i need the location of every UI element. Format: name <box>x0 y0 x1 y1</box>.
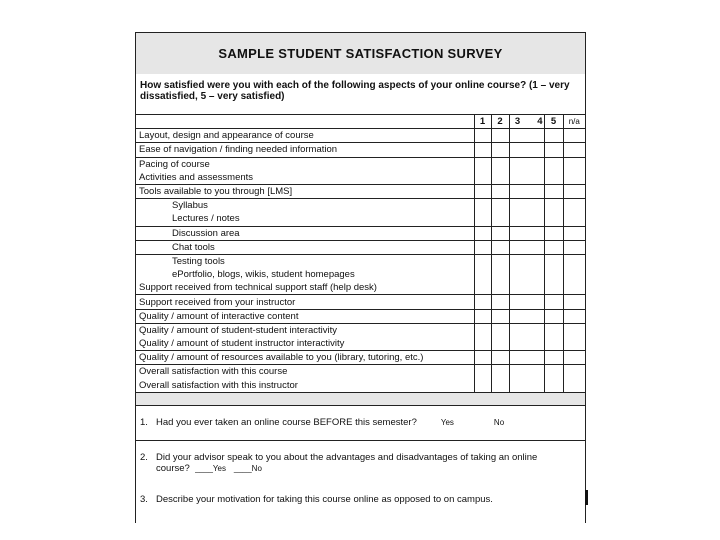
rating-cell[interactable] <box>509 212 544 226</box>
rating-cell[interactable] <box>509 129 544 143</box>
rating-cell[interactable] <box>491 295 509 309</box>
rating-cell[interactable] <box>509 268 544 281</box>
table-row <box>136 254 585 268</box>
row-label: Chat tools <box>136 240 474 254</box>
rating-cell[interactable] <box>544 171 563 185</box>
rating-cell[interactable] <box>563 309 585 323</box>
rating-cell[interactable] <box>509 379 544 392</box>
rating-cell[interactable] <box>474 184 491 198</box>
rating-cell[interactable] <box>491 351 509 365</box>
rating-cell[interactable] <box>491 199 509 213</box>
table-row <box>136 268 585 281</box>
rating-cell[interactable] <box>563 365 585 379</box>
table-header-row <box>136 115 585 129</box>
rating-cell[interactable] <box>491 226 509 240</box>
rating-cell[interactable] <box>491 129 509 143</box>
rating-cell[interactable] <box>491 379 509 392</box>
row-label: Support received from technical support staff (help desk) <box>136 281 474 295</box>
rating-cell[interactable] <box>544 254 563 268</box>
rating-cell[interactable] <box>563 268 585 281</box>
table-row <box>136 365 585 379</box>
row-label: Layout, design and appearance of course <box>136 129 474 143</box>
rating-cell[interactable] <box>544 199 563 213</box>
rating-cell[interactable] <box>491 157 509 171</box>
rating-cell[interactable] <box>474 323 491 337</box>
col-5: 5 <box>544 115 563 129</box>
rating-cell[interactable] <box>509 199 544 213</box>
table-row <box>136 129 585 143</box>
rating-cell[interactable] <box>544 240 563 254</box>
rating-cell[interactable] <box>474 281 491 295</box>
rating-cell[interactable] <box>563 240 585 254</box>
rating-cell[interactable] <box>474 212 491 226</box>
rating-cell[interactable] <box>509 281 544 295</box>
row-label: Lectures / notes <box>136 212 474 226</box>
rating-cell[interactable] <box>563 212 585 226</box>
row-label: Overall satisfaction with this course <box>139 366 288 378</box>
survey-form <box>135 32 586 523</box>
rating-cell[interactable] <box>509 365 544 379</box>
rating-cell[interactable] <box>563 129 585 143</box>
rating-cell[interactable] <box>509 254 544 268</box>
rating-cell[interactable] <box>491 143 509 157</box>
col-2: 2 <box>491 115 509 129</box>
rating-cell[interactable] <box>474 226 491 240</box>
rating-cell[interactable] <box>563 143 585 157</box>
rating-cell[interactable] <box>544 351 563 365</box>
rating-cell[interactable] <box>544 281 563 295</box>
rating-cell[interactable] <box>563 351 585 365</box>
rating-table <box>136 114 585 392</box>
rating-cell[interactable] <box>563 281 585 295</box>
rating-cell[interactable] <box>563 295 585 309</box>
rating-cell[interactable] <box>563 254 585 268</box>
rating-cell[interactable] <box>509 143 544 157</box>
rating-cell[interactable] <box>544 184 563 198</box>
rating-cell[interactable] <box>563 379 585 392</box>
rating-cell[interactable] <box>491 323 509 337</box>
table-row <box>136 379 585 392</box>
rating-cell[interactable] <box>491 309 509 323</box>
rating-cell[interactable] <box>563 199 585 213</box>
table-row <box>136 309 585 323</box>
q1-yes-option[interactable]: Yes <box>440 418 454 428</box>
row-label: ePortfolio, blogs, wikis, student homepages <box>172 269 355 281</box>
rating-cell[interactable] <box>509 295 544 309</box>
rating-cell[interactable] <box>491 212 509 226</box>
rating-cell[interactable] <box>563 226 585 240</box>
rating-cell[interactable] <box>474 240 491 254</box>
rating-cell[interactable] <box>544 379 563 392</box>
rating-cell[interactable] <box>544 323 563 337</box>
rating-cell[interactable] <box>491 240 509 254</box>
intro-question: How satisfied were you with each of the following aspects of your online course? (1 – very dissatisfied, 5 – very satisfied) <box>140 80 570 102</box>
row-label: Syllabus <box>172 200 208 212</box>
rating-cell[interactable] <box>474 199 491 213</box>
question-1: 1. Had you ever taken an online course BEFORE this semester? Yes No <box>136 406 585 441</box>
table-row <box>136 323 585 337</box>
survey-title: SAMPLE STUDENT SATISFACTION SURVEY <box>136 33 585 74</box>
rating-cell[interactable] <box>563 171 585 185</box>
table-row <box>136 184 585 198</box>
text-cursor-mark <box>585 490 588 505</box>
rating-cell[interactable] <box>474 365 491 379</box>
rating-cell[interactable] <box>474 143 491 157</box>
rating-cell[interactable] <box>563 337 585 351</box>
table-row <box>136 226 585 240</box>
table-row <box>136 199 585 213</box>
rating-cell[interactable] <box>491 254 509 268</box>
row-label: Testing tools <box>172 255 225 267</box>
col-1: 1 <box>474 115 491 129</box>
q2-no-option[interactable]: ____No <box>233 463 262 473</box>
row-label: Quality / amount of interactive content <box>136 309 474 323</box>
q2-yes-option[interactable]: ____Yes <box>195 463 226 473</box>
col-3-4: 3 4 <box>509 115 544 129</box>
row-label: Ease of navigation / finding needed information <box>136 143 474 157</box>
rating-cell[interactable] <box>563 184 585 198</box>
section-divider <box>136 392 585 406</box>
rating-cell[interactable] <box>491 365 509 379</box>
rating-cell[interactable] <box>544 309 563 323</box>
rating-cell[interactable] <box>509 323 544 337</box>
rating-cell[interactable] <box>474 157 491 171</box>
rating-cell[interactable] <box>509 351 544 365</box>
question-2: 2. Did your advisor speak to you about the advantages and disadvantages of taking an online course? ____Yes ____No <box>140 451 538 474</box>
row-label: Quality / amount of resources available to you (library, tutoring, etc.) <box>136 351 474 365</box>
rating-cell[interactable] <box>491 337 509 351</box>
q1-no-option[interactable]: No <box>493 418 505 428</box>
table-row <box>136 295 585 309</box>
row-label: Support received from your instructor <box>136 295 474 309</box>
row-label: Overall satisfaction with this instructor <box>139 379 298 391</box>
table-row <box>136 351 585 365</box>
table-row <box>136 157 585 171</box>
rating-cell[interactable] <box>544 226 563 240</box>
rating-cell[interactable] <box>509 240 544 254</box>
rating-cell[interactable] <box>544 365 563 379</box>
col-na: n/a <box>563 115 585 129</box>
rating-cell[interactable] <box>544 212 563 226</box>
row-label: Discussion area <box>136 226 474 240</box>
rating-cell[interactable] <box>544 157 563 171</box>
table-row <box>136 240 585 254</box>
table-row <box>136 212 585 226</box>
rating-cell[interactable] <box>474 171 491 185</box>
rating-cell[interactable] <box>474 295 491 309</box>
rating-cell[interactable] <box>563 323 585 337</box>
rating-cell[interactable] <box>509 226 544 240</box>
rating-cell[interactable] <box>544 295 563 309</box>
rating-cell[interactable] <box>491 171 509 185</box>
table-row <box>136 281 585 295</box>
rating-cell[interactable] <box>491 268 509 281</box>
row-label: Tools available to you through [LMS] <box>136 184 474 198</box>
rating-cell[interactable] <box>474 351 491 365</box>
rating-cell[interactable] <box>491 281 509 295</box>
rating-cell[interactable] <box>509 184 544 198</box>
row-label: Quality / amount of student-student interactivity <box>139 324 338 336</box>
rating-cell[interactable] <box>544 337 563 351</box>
table-row <box>136 143 585 157</box>
rating-cell[interactable] <box>491 184 509 198</box>
rating-cell[interactable] <box>509 309 544 323</box>
rating-cell[interactable] <box>563 157 585 171</box>
rating-cell[interactable] <box>509 157 544 171</box>
rating-cell[interactable] <box>474 379 491 392</box>
rating-cell[interactable] <box>544 268 563 281</box>
rating-cell[interactable] <box>474 309 491 323</box>
table-row <box>136 171 585 185</box>
rating-cell[interactable] <box>474 268 491 281</box>
rating-cell[interactable] <box>544 129 563 143</box>
row-label: Quality / amount of student instructor interactivity <box>136 337 474 351</box>
rating-cell[interactable] <box>474 129 491 143</box>
table-row <box>136 337 585 351</box>
rating-cell[interactable] <box>509 337 544 351</box>
rating-cell[interactable] <box>474 254 491 268</box>
question-3: 3. Describe your motivation for taking this course online as opposed to on campus. <box>140 493 493 505</box>
row-label: Activities and assessments <box>136 171 474 185</box>
row-label: Pacing of course <box>139 158 210 170</box>
rating-cell[interactable] <box>474 337 491 351</box>
rating-cell[interactable] <box>544 143 563 157</box>
rating-cell[interactable] <box>509 171 544 185</box>
